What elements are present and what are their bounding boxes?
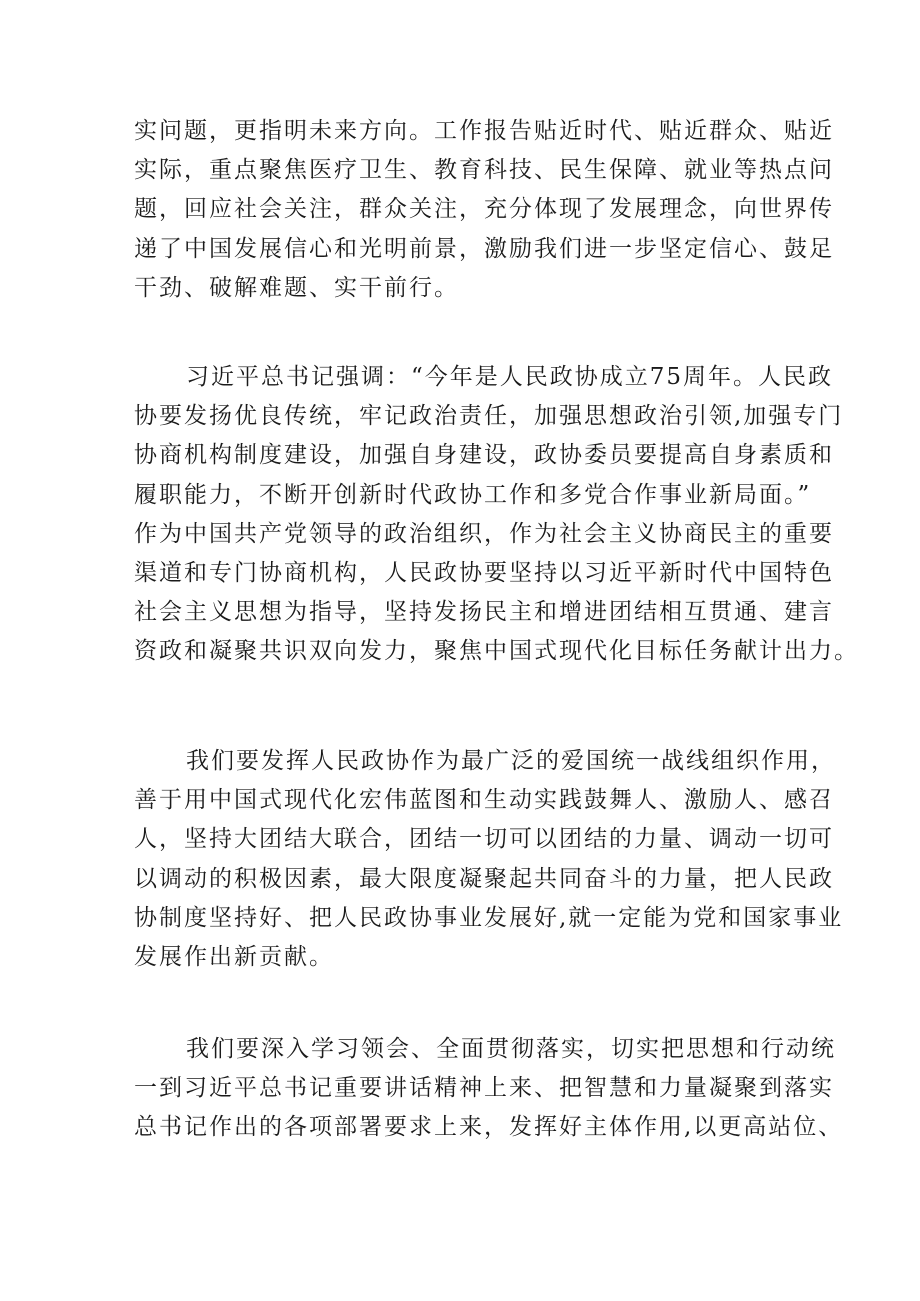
paragraph-4 <box>134 1030 844 1148</box>
paragraph-3 <box>134 742 844 977</box>
text-line: 善于用中国式现代化宏伟蓝图和生动实践鼓舞人、激励人、感召 <box>134 787 834 814</box>
text-line: 实问题，更指明未来方向。工作报告贴近时代、贴近群众、贴近 <box>134 118 834 144</box>
text-line: 渠道和专门协商机构，人民政协要坚持以习近平新时代中国特色 <box>134 560 834 587</box>
text-line: 协要发扬优良传统，牢记政治责任，加强思想政治引领,加强专门 <box>134 403 844 430</box>
text-line: 干劲、破解难题、实干前行。 <box>134 274 459 301</box>
text-line: 协商机构制度建设，加强自身建设，政协委员要提高自身素质和 <box>134 442 834 469</box>
text-line: 人，坚持大团结大联合，团结一切可以团结的力量、调动一切可 <box>134 826 834 853</box>
text-line: 协制度坚持好、把人民政协事业发展好,就一定能为党和国家事业 <box>134 904 844 931</box>
text-line: 题，回应社会关注，群众关注，充分体现了发展理念，向世界传 <box>134 196 834 223</box>
text-line: 发展作出新贡献。 <box>134 944 334 971</box>
paragraph-1 <box>134 112 834 308</box>
text-line: 一到习近平总书记重要讲话精神上来、把智慧和力量凝聚到落实 <box>134 1075 834 1102</box>
text-line: 社会主义思想为指导，坚持发扬民主和增进团结相互贯通、建言 <box>134 599 834 626</box>
text-line: 递了中国发展信心和光明前景，激励我们进一步坚定信心、鼓足 <box>134 235 834 262</box>
text-line: 实际，重点聚焦医疗卫生、教育科技、民生保障、就业等热点问 <box>134 157 834 184</box>
text-line: 作为中国共产党领导的政治组织，作为社会主义协商民主的重要 <box>134 520 834 547</box>
text-line: 履职能力，不断开创新时代政协工作和多党合作事业新局面。” <box>134 481 812 508</box>
text-line: 资政和凝聚共识双向发力，聚焦中国式现代化目标任务献计出力。 <box>134 638 859 665</box>
text-line: 以调动的积极因素，最大限度凝聚起共同奋斗的力量，把人民政 <box>134 865 834 892</box>
paragraph-2 <box>134 358 859 672</box>
text-line: 我们要深入学习领会、全面贯彻落实，切实把思想和行动统 <box>186 1036 836 1062</box>
text-line: 习近平总书记强调：“今年是人民政协成立75周年。人民政 <box>186 364 834 390</box>
text-line: 我们要发挥人民政协作为最广泛的爱国统一战线组织作用， <box>186 748 836 774</box>
text-line: 总书记作出的各项部署要求上来，发挥好主体作用,以更高站位、 <box>134 1114 844 1141</box>
